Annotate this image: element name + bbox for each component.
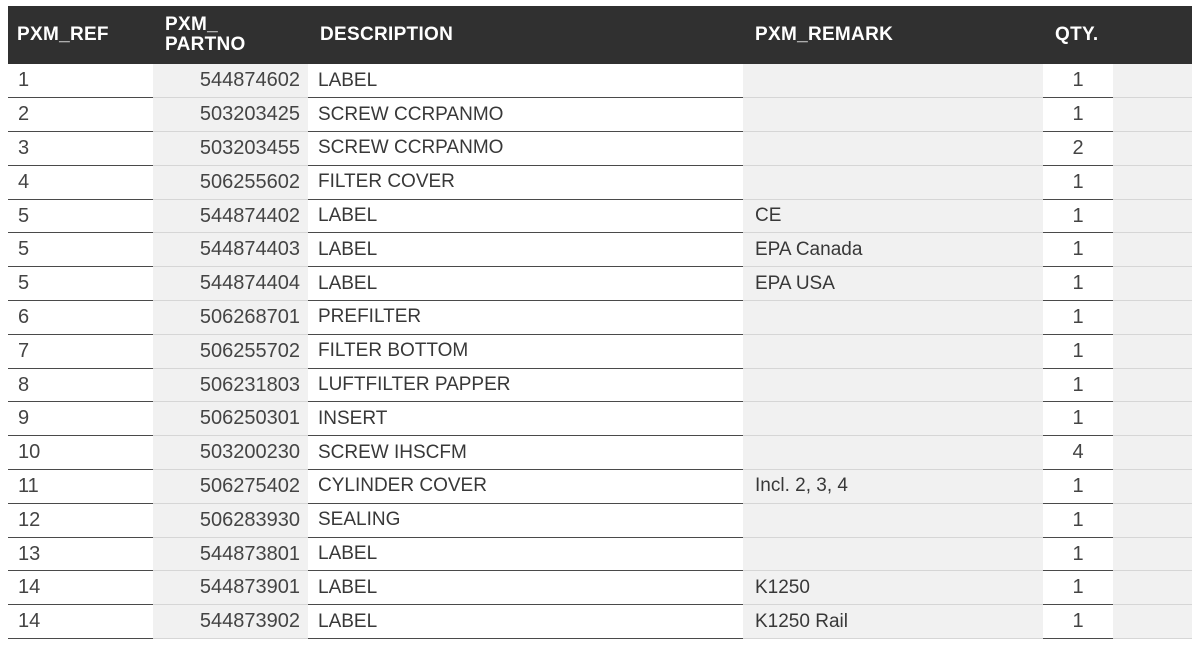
ref-cell: 5 <box>8 233 153 267</box>
row-spacer <box>1113 503 1192 537</box>
row-spacer <box>1113 571 1192 605</box>
qty-cell: 1 <box>1043 537 1113 571</box>
partno-cell: 506255702 <box>153 334 308 368</box>
ref-cell: 7 <box>8 334 153 368</box>
ref-cell: 12 <box>8 503 153 537</box>
ref-cell: 5 <box>8 199 153 233</box>
description-cell: LABEL <box>308 605 743 639</box>
table-row <box>8 368 1192 402</box>
qty-cell: 1 <box>1043 334 1113 368</box>
remark-cell: CE <box>743 199 1043 233</box>
remark-cell <box>743 503 1043 537</box>
ref-cell: 1 <box>8 64 153 98</box>
partno-cell: 544874602 <box>153 64 308 98</box>
ref-cell: 14 <box>8 605 153 639</box>
ref-cell: 14 <box>8 571 153 605</box>
table-row <box>8 571 1192 605</box>
qty-cell: 1 <box>1043 98 1113 132</box>
description-cell: LABEL <box>308 199 743 233</box>
partno-cell: 503200230 <box>153 436 308 470</box>
qty-cell: 1 <box>1043 470 1113 504</box>
description-cell: CYLINDER COVER <box>308 470 743 504</box>
ref-cell: 10 <box>8 436 153 470</box>
ref-cell: 11 <box>8 470 153 504</box>
row-spacer <box>1113 334 1192 368</box>
table-row <box>8 132 1192 166</box>
qty-cell: 1 <box>1043 267 1113 301</box>
partno-cell: 503203455 <box>153 132 308 166</box>
table-row <box>8 199 1192 233</box>
table-row <box>8 165 1192 199</box>
partno-cell: 544874402 <box>153 199 308 233</box>
header-partno: PXM_ PARTNO <box>153 6 308 64</box>
table-row <box>8 98 1192 132</box>
ref-cell: 4 <box>8 165 153 199</box>
remark-cell: EPA USA <box>743 267 1043 301</box>
ref-cell: 9 <box>8 402 153 436</box>
parts-table <box>8 6 1192 639</box>
qty-cell: 1 <box>1043 605 1113 639</box>
partno-cell: 544873801 <box>153 537 308 571</box>
table-row <box>8 301 1192 335</box>
qty-cell: 1 <box>1043 64 1113 98</box>
remark-cell <box>743 132 1043 166</box>
description-cell: FILTER COVER <box>308 165 743 199</box>
qty-cell: 1 <box>1043 503 1113 537</box>
partno-cell: 506255602 <box>153 165 308 199</box>
header-qty: QTY. <box>1043 6 1113 64</box>
table-row <box>8 64 1192 98</box>
remark-cell <box>743 537 1043 571</box>
remark-cell <box>743 301 1043 335</box>
ref-cell: 8 <box>8 368 153 402</box>
remark-cell <box>743 98 1043 132</box>
header-description: DESCRIPTION <box>308 6 743 64</box>
remark-cell <box>743 402 1043 436</box>
table-body <box>8 64 1192 639</box>
row-spacer <box>1113 165 1192 199</box>
table-row <box>8 503 1192 537</box>
qty-cell: 1 <box>1043 301 1113 335</box>
table-row <box>8 402 1192 436</box>
partno-cell: 506283930 <box>153 503 308 537</box>
row-spacer <box>1113 199 1192 233</box>
description-cell: LABEL <box>308 64 743 98</box>
qty-cell: 1 <box>1043 402 1113 436</box>
description-cell: LUFTFILTER PAPPER <box>308 368 743 402</box>
row-spacer <box>1113 436 1192 470</box>
remark-cell: K1250 <box>743 571 1043 605</box>
description-cell: PREFILTER <box>308 301 743 335</box>
remark-cell: EPA Canada <box>743 233 1043 267</box>
qty-cell: 1 <box>1043 165 1113 199</box>
row-spacer <box>1113 470 1192 504</box>
remark-cell <box>743 64 1043 98</box>
partno-cell: 506250301 <box>153 402 308 436</box>
header-ref: PXM_REF <box>8 6 153 64</box>
ref-cell: 13 <box>8 537 153 571</box>
partno-cell: 503203425 <box>153 98 308 132</box>
qty-cell: 1 <box>1043 199 1113 233</box>
partno-cell: 506231803 <box>153 368 308 402</box>
row-spacer <box>1113 132 1192 166</box>
table-header <box>8 6 1192 64</box>
remark-cell <box>743 436 1043 470</box>
remark-cell: K1250 Rail <box>743 605 1043 639</box>
table-row <box>8 436 1192 470</box>
remark-cell <box>743 334 1043 368</box>
description-cell: SCREW CCRPANMO <box>308 98 743 132</box>
partno-cell: 544873902 <box>153 605 308 639</box>
ref-cell: 2 <box>8 98 153 132</box>
partno-cell: 544874403 <box>153 233 308 267</box>
remark-cell <box>743 368 1043 402</box>
parts-list <box>8 6 1192 639</box>
row-spacer <box>1113 605 1192 639</box>
description-cell: INSERT <box>308 402 743 436</box>
row-spacer <box>1113 537 1192 571</box>
description-cell: SCREW CCRPANMO <box>308 132 743 166</box>
row-spacer <box>1113 64 1192 98</box>
description-cell: LABEL <box>308 571 743 605</box>
qty-cell: 4 <box>1043 436 1113 470</box>
header-row <box>8 6 1192 64</box>
row-spacer <box>1113 368 1192 402</box>
ref-cell: 6 <box>8 301 153 335</box>
table-row <box>8 334 1192 368</box>
row-spacer <box>1113 301 1192 335</box>
description-cell: SEALING <box>308 503 743 537</box>
header-spacer <box>1113 6 1192 64</box>
table-row <box>8 233 1192 267</box>
table-row <box>8 537 1192 571</box>
qty-cell: 1 <box>1043 368 1113 402</box>
description-cell: LABEL <box>308 233 743 267</box>
description-cell: LABEL <box>308 267 743 301</box>
description-cell: FILTER BOTTOM <box>308 334 743 368</box>
table-row <box>8 470 1192 504</box>
ref-cell: 3 <box>8 132 153 166</box>
qty-cell: 1 <box>1043 571 1113 605</box>
table-row <box>8 605 1192 639</box>
partno-cell: 544873901 <box>153 571 308 605</box>
partno-cell: 506275402 <box>153 470 308 504</box>
row-spacer <box>1113 267 1192 301</box>
partno-cell: 544874404 <box>153 267 308 301</box>
description-cell: LABEL <box>308 537 743 571</box>
row-spacer <box>1113 98 1192 132</box>
row-spacer <box>1113 233 1192 267</box>
row-spacer <box>1113 402 1192 436</box>
qty-cell: 1 <box>1043 233 1113 267</box>
description-cell: SCREW IHSCFM <box>308 436 743 470</box>
qty-cell: 2 <box>1043 132 1113 166</box>
remark-cell: Incl. 2, 3, 4 <box>743 470 1043 504</box>
ref-cell: 5 <box>8 267 153 301</box>
remark-cell <box>743 165 1043 199</box>
header-remark: PXM_REMARK <box>743 6 1043 64</box>
partno-cell: 506268701 <box>153 301 308 335</box>
table-row <box>8 267 1192 301</box>
